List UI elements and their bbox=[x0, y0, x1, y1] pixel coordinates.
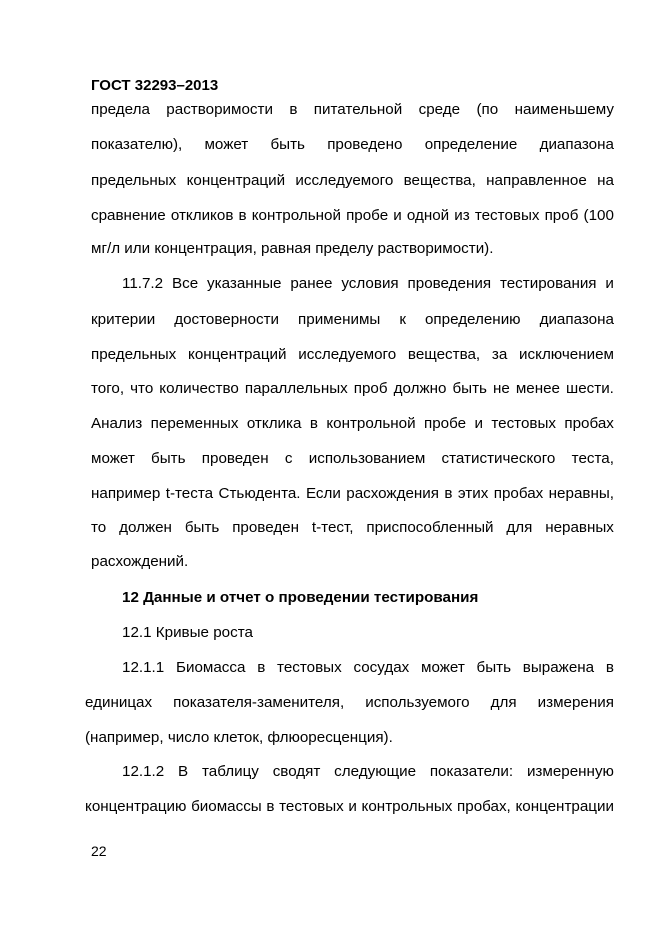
word: использованием bbox=[308, 450, 426, 467]
word: может bbox=[91, 450, 135, 467]
word: растворимости bbox=[166, 101, 273, 118]
word: концентраций bbox=[188, 346, 287, 363]
word: менее bbox=[515, 380, 560, 397]
word: диапазона bbox=[539, 311, 614, 328]
word: что bbox=[130, 380, 154, 397]
word: таблицу bbox=[202, 763, 259, 780]
word: может bbox=[421, 659, 465, 676]
word: и bbox=[393, 207, 402, 224]
word: показатели: bbox=[429, 763, 514, 780]
word: на bbox=[597, 172, 614, 189]
word: тестовых bbox=[491, 415, 556, 432]
word: условия bbox=[341, 275, 399, 292]
word: то bbox=[91, 519, 107, 536]
section-12-heading: 12 Данные и отчет о проведении тестирования bbox=[122, 589, 479, 606]
word: исследуемого bbox=[298, 346, 397, 363]
word: шести. bbox=[566, 380, 614, 397]
word: быть bbox=[184, 519, 220, 536]
word: определению bbox=[424, 311, 521, 328]
word: неравных bbox=[545, 519, 614, 536]
word: может bbox=[204, 136, 249, 153]
word: тестовых bbox=[277, 659, 342, 676]
word: Все bbox=[171, 275, 199, 292]
word: одной bbox=[406, 207, 450, 224]
text-line bbox=[85, 694, 614, 712]
word: Анализ bbox=[91, 415, 143, 432]
subsection-12-1-heading: 12.1 Кривые роста bbox=[122, 624, 253, 641]
word: используемого bbox=[365, 694, 470, 711]
word: тестовых bbox=[279, 798, 344, 815]
word: предельных bbox=[91, 346, 177, 363]
word: откликов bbox=[170, 207, 234, 224]
word: Стьюдента. bbox=[218, 485, 301, 502]
word: должен bbox=[119, 519, 172, 536]
word: среде bbox=[418, 101, 461, 118]
word: в bbox=[605, 659, 614, 676]
section-11-7-2-line bbox=[122, 275, 614, 293]
word: направленное bbox=[486, 172, 587, 189]
word: проб bbox=[544, 207, 579, 224]
text-line bbox=[91, 380, 614, 398]
word: 11.7.2 bbox=[122, 275, 164, 292]
word: не bbox=[492, 380, 510, 397]
word: достоверности bbox=[174, 311, 280, 328]
text-line bbox=[91, 415, 614, 433]
text-line bbox=[91, 346, 614, 364]
word: проведено bbox=[327, 136, 403, 153]
text-line: расхождений. bbox=[91, 553, 189, 570]
word: быть bbox=[452, 380, 487, 397]
word: вещества, bbox=[407, 346, 481, 363]
word: количество bbox=[159, 380, 239, 397]
word: к bbox=[399, 311, 406, 328]
word: проведен bbox=[232, 519, 300, 536]
word: контрольной bbox=[326, 415, 416, 432]
word: статистического bbox=[441, 450, 556, 467]
word: (по bbox=[476, 101, 499, 118]
word: в bbox=[257, 659, 266, 676]
word: и bbox=[474, 415, 483, 432]
text-line bbox=[91, 101, 614, 119]
section-12-1-2-line bbox=[122, 763, 614, 781]
word: из bbox=[454, 207, 470, 224]
word: быть bbox=[151, 450, 186, 467]
word: единицах bbox=[85, 694, 153, 711]
word: быть bbox=[476, 659, 512, 676]
text-line bbox=[91, 519, 614, 537]
word: исследуемого bbox=[295, 172, 394, 189]
word: этих bbox=[457, 485, 489, 502]
word: в bbox=[309, 415, 318, 432]
word: определение bbox=[424, 136, 518, 153]
word: концентрацию bbox=[85, 798, 187, 815]
text-line bbox=[91, 450, 614, 468]
word: того, bbox=[91, 380, 125, 397]
word: контрольной bbox=[251, 207, 341, 224]
word: исключением bbox=[519, 346, 614, 363]
word: измеренную bbox=[526, 763, 614, 780]
word: ранее bbox=[290, 275, 333, 292]
section-12-1-1-line bbox=[122, 659, 614, 677]
word: следующие bbox=[334, 763, 417, 780]
word: переменных bbox=[150, 415, 239, 432]
word: и bbox=[348, 798, 357, 815]
text-line bbox=[91, 136, 614, 154]
word: сравнение bbox=[91, 207, 166, 224]
word: предела bbox=[91, 101, 150, 118]
text-line bbox=[91, 207, 614, 225]
word: проведения bbox=[407, 275, 492, 292]
word: критерии bbox=[91, 311, 156, 328]
word: выражена bbox=[522, 659, 595, 676]
word: t-тест, bbox=[311, 519, 354, 536]
word: пробе bbox=[346, 207, 389, 224]
text-line: (например, число клеток, флюоресценция). bbox=[85, 729, 393, 746]
word: для bbox=[506, 519, 533, 536]
word: быть bbox=[270, 136, 305, 153]
word: предельных bbox=[91, 172, 177, 189]
word: отклика bbox=[246, 415, 302, 432]
word: в bbox=[266, 798, 275, 815]
word: пробе bbox=[423, 415, 467, 432]
word: проб bbox=[353, 380, 388, 397]
word: контрольных bbox=[361, 798, 453, 815]
word: Если bbox=[305, 485, 341, 502]
word: t-теста bbox=[165, 485, 214, 502]
word: для bbox=[490, 694, 517, 711]
text-line bbox=[91, 485, 614, 503]
text-line bbox=[85, 798, 614, 816]
standard-header: ГОСТ 32293–2013 bbox=[91, 77, 219, 94]
word: неравны, bbox=[548, 485, 614, 502]
text-line bbox=[91, 172, 614, 190]
text-line bbox=[91, 311, 614, 329]
word: Биомасса bbox=[176, 659, 246, 676]
word: биомассы bbox=[191, 798, 262, 815]
word: пробах, bbox=[457, 798, 511, 815]
word: в bbox=[238, 207, 247, 224]
word: проведен bbox=[201, 450, 269, 467]
word: теста, bbox=[571, 450, 614, 467]
word: показателя-заменителя, bbox=[173, 694, 345, 711]
word: пробах bbox=[564, 415, 614, 432]
word: параллельных bbox=[244, 380, 348, 397]
word: В bbox=[178, 763, 189, 780]
word: сводят bbox=[272, 763, 321, 780]
word: (100 bbox=[583, 207, 614, 224]
word: с bbox=[284, 450, 293, 467]
word: в bbox=[289, 101, 298, 118]
word: сосудах bbox=[353, 659, 410, 676]
word: измерения bbox=[537, 694, 614, 711]
text-line: мг/л или концентрация, равная пределу растворимости). bbox=[91, 240, 494, 257]
word: применимы bbox=[298, 311, 381, 328]
word: диапазона bbox=[539, 136, 614, 153]
word: тестирования bbox=[499, 275, 597, 292]
word: в bbox=[444, 485, 453, 502]
word: питательной bbox=[313, 101, 403, 118]
word: например bbox=[91, 485, 161, 502]
word: вещества, bbox=[403, 172, 476, 189]
page-number: 22 bbox=[91, 843, 107, 859]
word: пробах bbox=[493, 485, 544, 502]
word: указанные bbox=[207, 275, 282, 292]
word: 12.1.1 bbox=[122, 659, 165, 676]
word: и bbox=[605, 275, 614, 292]
word: 12.1.2 bbox=[122, 763, 165, 780]
word: расхождения bbox=[346, 485, 439, 502]
word: тестовых bbox=[474, 207, 540, 224]
word: концентрации bbox=[515, 798, 614, 815]
word: приспособленный bbox=[366, 519, 494, 536]
word: должно bbox=[393, 380, 447, 397]
word: за bbox=[491, 346, 508, 363]
word: наименьшему bbox=[514, 101, 614, 118]
word: концентраций bbox=[186, 172, 286, 189]
word: показателю), bbox=[91, 136, 183, 153]
